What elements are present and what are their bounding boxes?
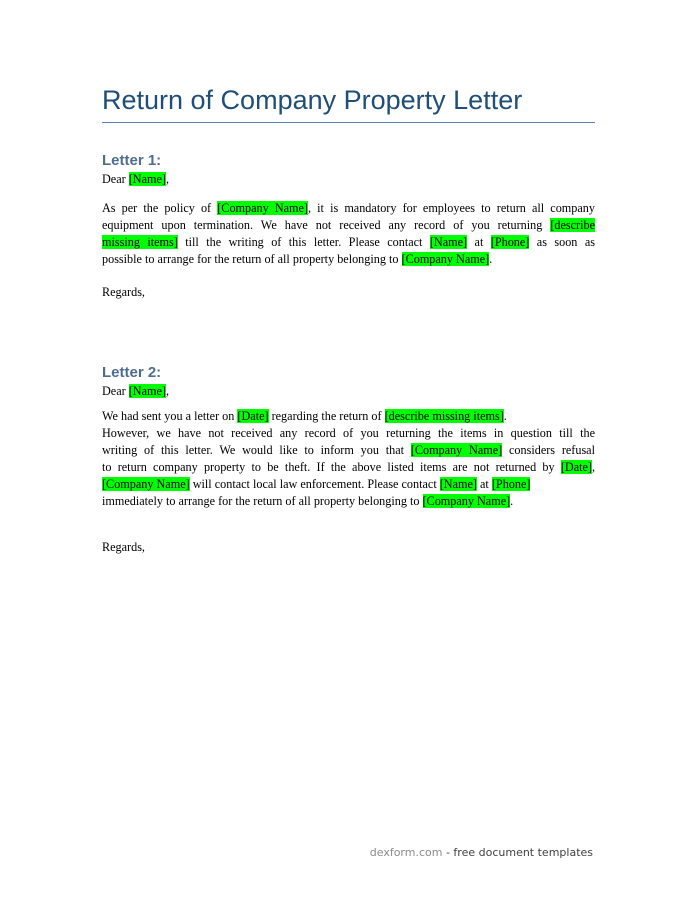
letter-2-line-1: We had sent you a letter on [Date] regarding the return of [describe missing items]. — [102, 409, 507, 423]
letter-2-heading: Letter 2: — [102, 364, 162, 381]
footer-brand-link[interactable]: dexform.com — [369, 846, 443, 859]
letter-2-line-3: writing of this letter. We would like to inform you that [Company Name] considers refusal — [102, 443, 595, 457]
letter-1-section — [102, 152, 595, 268]
placeholder-items-cont: missing items] — [102, 235, 178, 249]
letter-1-salutation: Dear [Name], — [102, 172, 169, 186]
placeholder-company-name: [Company Name] — [217, 201, 308, 215]
placeholder-name: [Name] — [128, 172, 166, 186]
placeholder-items: [describe — [550, 218, 595, 232]
letter-2-section — [102, 364, 595, 510]
placeholder-name: [Name] — [429, 235, 468, 249]
placeholder-company-name: [Company Name] — [422, 494, 511, 508]
letter-2-line-6: immediately to arrange for the return of all property belonging to [Company Name]. — [102, 494, 514, 508]
placeholder-company-name: [Company Name] — [401, 252, 490, 266]
placeholder-name: [Name] — [128, 384, 166, 398]
footer — [370, 846, 593, 859]
letter-1-line-1: As per the policy of [Company Name], it is mandatory for employees to return all company — [102, 201, 595, 215]
letter-1-body — [102, 200, 595, 268]
placeholder-date: [Date] — [560, 460, 592, 474]
letter-2-line-4: to return company property to be theft. If the above listed items are not returned by [Date], — [102, 460, 595, 474]
placeholder-name: [Name] — [439, 477, 477, 491]
title-divider — [102, 122, 595, 123]
letter-2-line-5: [Company Name] will contact local law enforcement. Please contact [Name] at [Phone] — [102, 477, 531, 491]
placeholder-date: [Date] — [237, 409, 269, 423]
letter-2-salutation: Dear [Name], — [102, 384, 169, 398]
letter-1-closing: Regards, — [102, 285, 145, 299]
placeholder-company-name: [Company Name] — [102, 477, 190, 491]
letter-2-line-2: However, we have not received any record of you returning the items in question till the — [102, 426, 595, 440]
letter-1-line-3: missing items] till the writing of this letter. Please contact [Name] at [Phone] as soon as — [102, 235, 595, 249]
letter-1-line-2: equipment upon termination. We have not received any record of you returning [describe — [102, 218, 595, 232]
placeholder-items: [describe missing items] — [384, 409, 504, 423]
letter-2-body — [102, 408, 595, 510]
placeholder-phone: [Phone] — [491, 477, 531, 491]
letter-1-heading: Letter 1: — [102, 152, 162, 169]
placeholder-phone: [Phone] — [490, 235, 530, 249]
page-title: Return of Company Property Letter — [102, 85, 523, 115]
footer-tagline: - free document templates — [442, 846, 593, 859]
letter-2-closing: Regards, — [102, 540, 145, 554]
placeholder-company-name: [Company Name] — [410, 443, 503, 457]
letter-1-line-4: possible to arrange for the return of all property belonging to [Company Name]. — [102, 252, 493, 266]
